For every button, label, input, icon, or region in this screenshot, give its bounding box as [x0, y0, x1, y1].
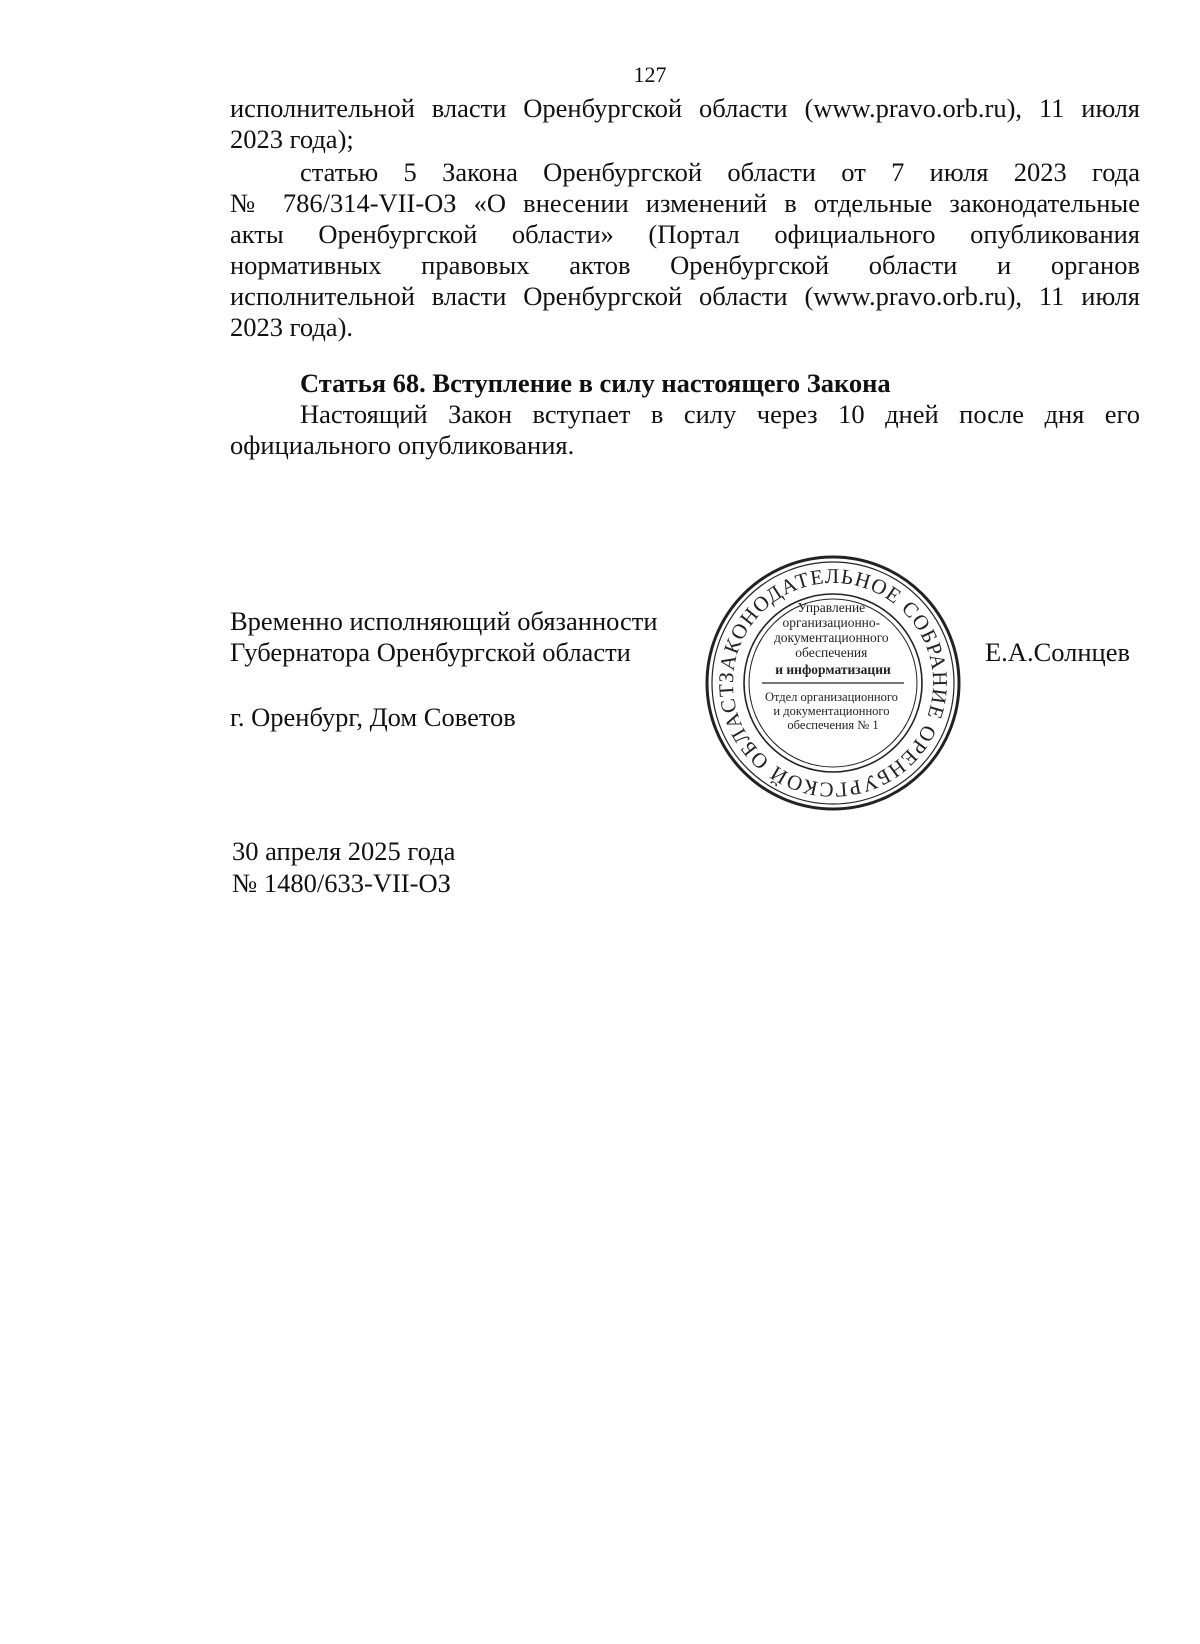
text-line: акты Оренбургской области» (Портал официального опубликования: [230, 219, 1140, 249]
seal-inner-text: Управление организационно- документационного обеспечения и информатизации: [773, 600, 891, 677]
signing-place: г. Оренбург, Дом Советов: [230, 702, 516, 732]
paragraph-article-5: [230, 157, 1140, 343]
text-line: исполнительной власти Оренбургской области (www.pravo.orb.ru), 11 июля: [230, 281, 1140, 311]
text-line: официального опубликования.: [230, 430, 575, 460]
page-number: 127: [633, 62, 667, 87]
text-line: статью 5 Закона Оренбургской области от 7 июля 2023 года: [300, 157, 1140, 187]
position-line: Губернатора Оренбургской области: [230, 637, 631, 667]
paragraph-continuation: [230, 93, 1140, 155]
article-68: [230, 368, 1140, 461]
seal-bottom-text: Отдел организационного и документационного обеспечения № 1: [764, 690, 898, 732]
law-number: № 1480/633-VII-ОЗ: [232, 868, 451, 898]
official-seal: [702, 552, 964, 814]
signatory-name: Е.А.Солнцев: [985, 637, 1131, 667]
text-line: № 786/314-VII-ОЗ «О внесении изменений в отдельные законодательные: [230, 188, 1140, 218]
seal-outer-text: ЗАКОНОДАТЕЛЬНОЕ СОБРАНИЕ ОРЕНБУРГСКОЙ ОБЛАСТ: [713, 563, 953, 803]
signatory-position: [230, 606, 658, 668]
position-line: Временно исполняющий обязанности: [230, 606, 658, 636]
text-line: нормативных правовых актов Оренбургской области и органов: [230, 250, 1140, 280]
law-date: 30 апреля 2025 года: [232, 836, 456, 866]
seal-graphic: [702, 552, 964, 814]
article-heading: Статья 68. Вступление в силу настоящего Закона: [300, 368, 891, 398]
text-line: 2023 года);: [230, 124, 354, 154]
text-line: 2023 года).: [230, 312, 354, 342]
text-line: исполнительной власти Оренбургской области (www.pravo.orb.ru), 11 июля: [230, 93, 1140, 123]
text-line: Настоящий Закон вступает в силу через 10 дней после дня его: [300, 399, 1140, 429]
